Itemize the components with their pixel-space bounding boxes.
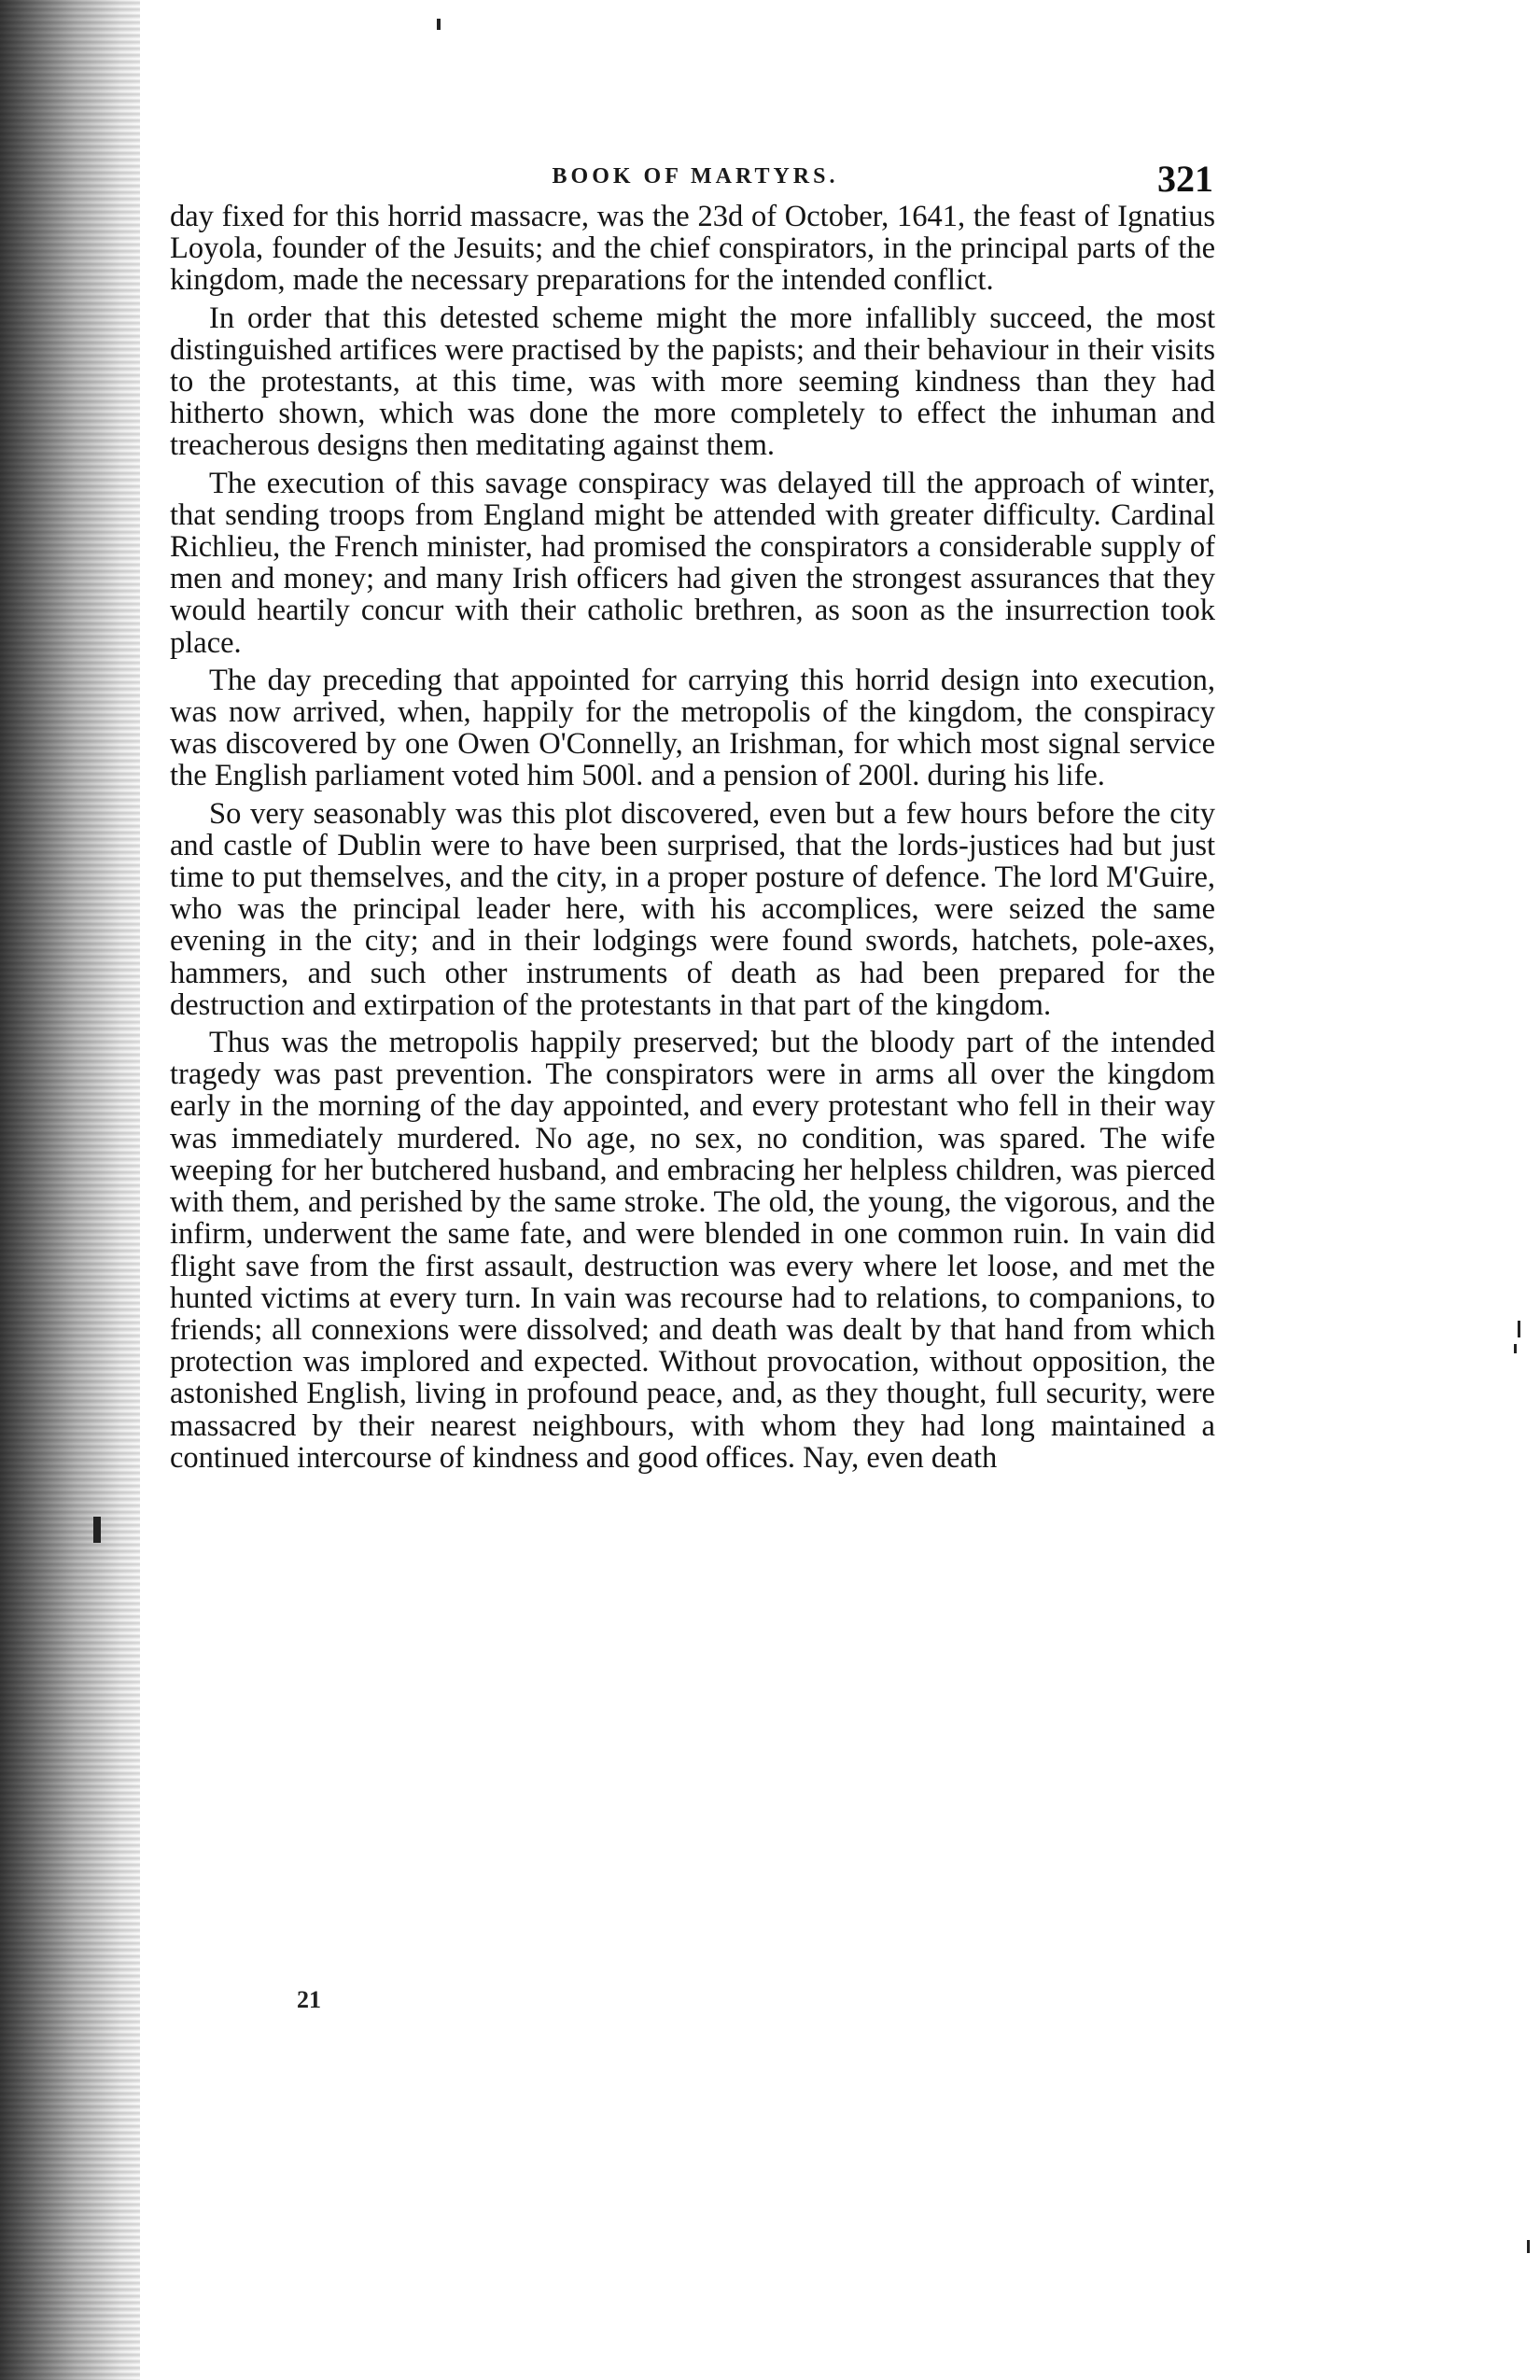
paragraph-5: So very seasonably was this plot discovered, even but a few hours before the city and castle of Dublin were to have been surprised, that the lords-justices had but just time to put themselves, and the city, in a proper posture of defence. The lord M'Guire, who was the principal leader here, with his accomplices, were seized the same evening in the city; and in their lodgings were found swords, hatchets, pole-axes, hammers, and such other instruments of death as had been prepared for the destruction and extirpation of the protestants in that part of the kingdom.: [170, 796, 1215, 1022]
paragraph-4: The day preceding that appointed for carrying this horrid design into execution, was now arrived, when, happily for the metropolis of the kingdom, the conspiracy was discovered by one Owen O'Connelly, an Irishman, for which most signal service the English parliament voted him 500l. and a pension of 200l. during his life.: [170, 663, 1215, 793]
scan-mark-bottom-right: [1527, 2240, 1530, 2253]
scan-mark-top: [437, 19, 441, 30]
paragraph-1: day fixed for this horrid massacre, was the 23d of October, 1641, the feast of Ignatius Loyola, founder of the Jesuits; and the chief conspirators, in the principal parts of the kingdom, made the necessary preparations for the intended conflict.: [170, 200, 1215, 298]
paragraph-6: Thus was the metropolis happily preserved; but the bloody part of the intended tragedy was past prevention. The conspirators were in arms all over the kingdom early in the morning of the day appointed, and every protestant who fell in their way was immediately murdered. No age, no sex, no condition, was spared. The wife weeping for her butchered husband, and embracing her helpless children, was pierced with them, and perished by the same stroke. The old, the young, the vigorous, and the infirm, underwent the same fate, and were blended in one common ruin. In vain did flight save from the first assault, destruction was every where let loose, and met the hunted victims at every turn. In vain was recourse had to relations, to companions, to friends; all connexions were dissolved; and death was dealt by that hand from which protection was implored and expected. Without provocation, without opposition, the astonished English, living in profound peace, and, as they thought, full security, were massacred by their nearest neighbours, with whom they had long maintained a continued intercourse of kindness and good offices. Nay, even death: [170, 1026, 1215, 1475]
scan-mark-right-2: [1514, 1344, 1517, 1353]
scan-mark-left: [93, 1517, 101, 1543]
body-text: [170, 201, 1215, 1479]
running-head: BOOK OF MARTYRS.: [552, 164, 839, 189]
scan-mark-right-1: [1518, 1321, 1520, 1337]
paragraph-2: In order that this detested scheme might the more infallibly succeed, the most distinguished artifices were practised by the papists; and their behaviour in their visits to the protestants, at this time, was with more seeming kindness than they had hitherto shown, which was done the more completely to effect the inhuman and treacherous designs then meditating against them.: [170, 301, 1215, 463]
paragraph-3: The execution of this savage conspiracy was delayed till the approach of winter, that sending troops from England might be attended with greater difficulty. Cardinal Richlieu, the French minister, had promised the conspirators a considerable supply of men and money; and many Irish officers had given the strongest assurances that they would heartily concur with their catholic brethren, as soon as the insurrection took place.: [170, 466, 1215, 660]
signature-mark: 21: [297, 1986, 321, 2013]
page-number: 321: [1157, 158, 1213, 200]
page-binding-edge: [0, 0, 140, 2380]
